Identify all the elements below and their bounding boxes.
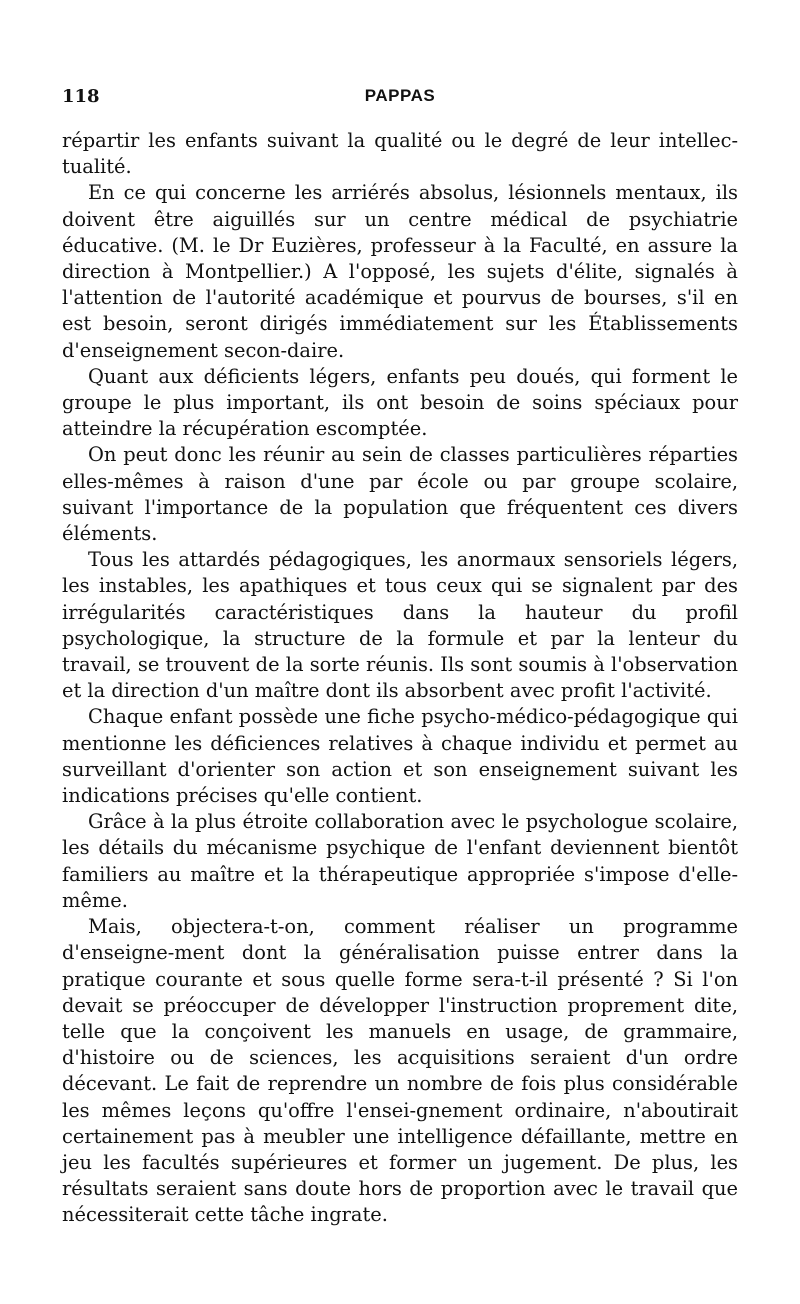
paragraph: Mais, objectera-t-on, comment réaliser un programme d'enseigne-ment dont la généralisation puisse entrer dans la pratique courante et sous quelle forme sera-t-il présenté ? Si l'on devait se préoccuper de développer l'instruction proprement dite, telle que la conçoivent les manuels en usage, de grammaire, d'histoire ou de sciences, les acquisitions seraient d'un ordre décevant. Le fait de reprendre un nombre de fois plus considérable les mêmes leçons qu'offre l'ensei-gnement ordinaire, n'aboutirait certainement pas à meubler une intelligence défaillante, mettre en jeu les facultés supérieures et former un jugement. De plus, les résultats seraient sans doute hors de proportion avec le travail que nécessiterait cette tâche ingrate. <box>62 915 738 1227</box>
page-number: 118 <box>62 86 100 107</box>
book-page <box>62 86 738 1229</box>
paragraph: Quant aux déficients légers, enfants peu doués, qui forment le groupe le plus important, ils ont besoin de soins spéciaux pour atteindre la récupération escomptée. <box>62 364 738 441</box>
body-text <box>62 128 738 1229</box>
paragraph: Chaque enfant possède une fiche psycho-médico-pédagogique qui mentionne les déficiences relatives à chaque individu et permet au surveillant d'orienter son action et son enseignement suivant les indications précises qu'elle contient. <box>62 705 738 808</box>
paragraph: Grâce à la plus étroite collaboration avec le psychologue scolaire, les détails du mécanisme psychique de l'enfant deviennent bientôt familiers au maître et la thérapeutique appropriée s'impose d'elle-même. <box>62 810 738 912</box>
page-header <box>62 86 738 110</box>
paragraph: En ce qui concerne les arriérés absolus, lésionnels mentaux, ils doivent être aiguillés sur un centre médical de psychiatrie éducative. (M. le Dr Euzières, professeur à la Faculté, en assure la direction à Montpellier.) A l'opposé, les sujets d'élite, signalés à l'attention de l'autorité académique et pourvus de bourses, s'il en est besoin, seront dirigés immédiatement sur les Établissements d'enseignement secon-daire. <box>62 181 738 362</box>
paragraph: répartir les enfants suivant la qualité ou le degré de leur intellec-tualité. <box>62 129 738 179</box>
paragraph: Tous les attardés pédagogiques, les anormaux sensoriels légers, les instables, les apathiques et tous ceux qui se signalent par des irrégularités caractéristiques dans la hauteur du profil psychologique, la structure de la formule et par la lenteur du travail, se trouvent de la sorte réunis. Ils sont soumis à l'observation et la direction d'un maître dont ils absorbent avec profit l'activité. <box>62 548 738 703</box>
running-title: PAPPAS <box>364 86 436 105</box>
paragraph: On peut donc les réunir au sein de classes particulières réparties elles-mêmes à raison d'une par école ou par groupe scolaire, suivant l'importance de la population que fréquentent ces divers éléments. <box>62 443 738 546</box>
